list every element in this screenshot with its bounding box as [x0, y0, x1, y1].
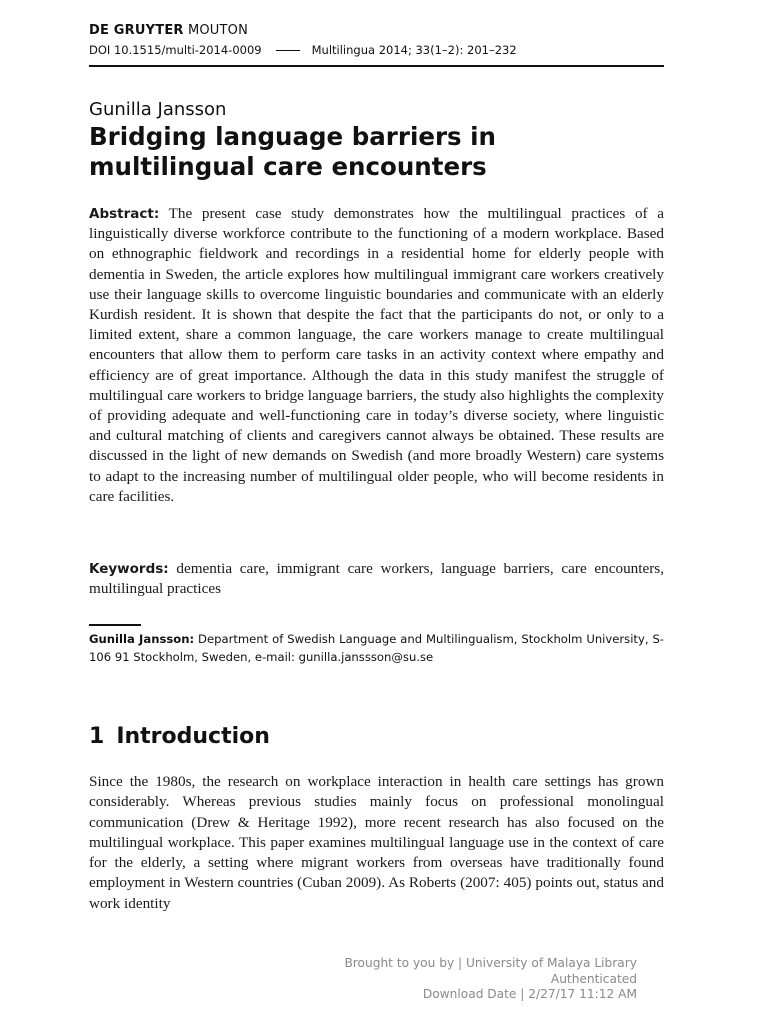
article-title: Bridging language barriers in multilingual care encounters	[89, 122, 496, 181]
abstract-text: The present case study demonstrates how the multilingual practices of a linguistically diverse workforce contribute to the functioning of a modern workplace. Based on ethnographic fieldwork and recordings in a residential home for elderly people with dementia in Sweden, the article explores how multilingual immigrant care workers creatively use their language skills to overcome linguistic boundaries and communicate with an elderly Kurdish resident. It is shown that despite the fact that the participants do not, or only to a limited extent, share a common language, the care workers manage to create multilingual encounters that allow them to perform care tasks in an activity context where empathy and efficiency are of great importance. Although the data in this study manifest the struggle of multilingual care workers to bridge language barriers, the study also highlights the complexity of providing adequate and well-functioning care in today’s diverse society, where linguistic and cultural matching of clients and caregivers cannot always be obtained. These results are discussed in the light of new demands on Swedish (and more broadly Western) care systems to adapt to the increasing number of multilingual older people, who will become residents in care facilities.	[89, 205, 664, 505]
stamp-download-date: Download Date | 2/27/17 11:12 AM	[422, 987, 637, 1001]
footnote-affiliation-text: Department of Swedish Language and Multilingualism, Stockholm University, S-106 91 Stockholm, Sweden, e-mail: gunilla.janssson@su.se	[89, 632, 664, 664]
doi-text: DOI 10.1515/multi-2014-0009	[89, 43, 262, 57]
footnote-rule	[89, 624, 141, 626]
abstract-label: Abstract:	[89, 206, 160, 222]
keywords-paragraph	[89, 559, 664, 599]
publisher-name	[89, 23, 248, 38]
section-number: 1	[89, 724, 105, 749]
publisher-name-rest: MOUTON	[187, 23, 249, 38]
separator-dash	[276, 50, 300, 51]
abstract-paragraph	[89, 204, 664, 507]
author-affiliation-footnote	[89, 630, 664, 666]
introduction-paragraph: Since the 1980s, the research on workplace interaction in health care settings has grown considerably. Whereas previous studies mainly focus on professional monolingual communication (Drew & Heritage 1992), more recent research has also focused on the multilingual workplace. This paper examines multilingual language use in the context of care for the elderly, a setting where migrant workers from overseas have traditionally found employment in Western countries (Cuban 2009). As Roberts (2007: 405) points out, status and work identity	[89, 773, 664, 912]
doi-citation-line	[89, 43, 664, 57]
section-title: Introduction	[116, 724, 270, 749]
article-author: Gunilla Jansson	[89, 99, 227, 120]
keywords-text: dementia care, immigrant care workers, language barriers, care encounters, multilingual practices	[89, 560, 664, 598]
footnote-author-name: Gunilla Jansson:	[89, 632, 195, 646]
article-page	[89, 0, 664, 1024]
stamp-authenticated: Authenticated	[550, 971, 637, 986]
stamp-brought-to-you: Brought to you by | University of Malaya Library	[344, 956, 637, 970]
section-heading	[89, 724, 270, 749]
download-stamp	[344, 956, 637, 1003]
header-rule	[89, 65, 664, 67]
keywords-label: Keywords:	[89, 561, 169, 577]
journal-citation: Multilingua 2014; 33(1–2): 201–232	[311, 43, 517, 57]
publisher-name-bold: DE GRUYTER	[89, 23, 184, 38]
